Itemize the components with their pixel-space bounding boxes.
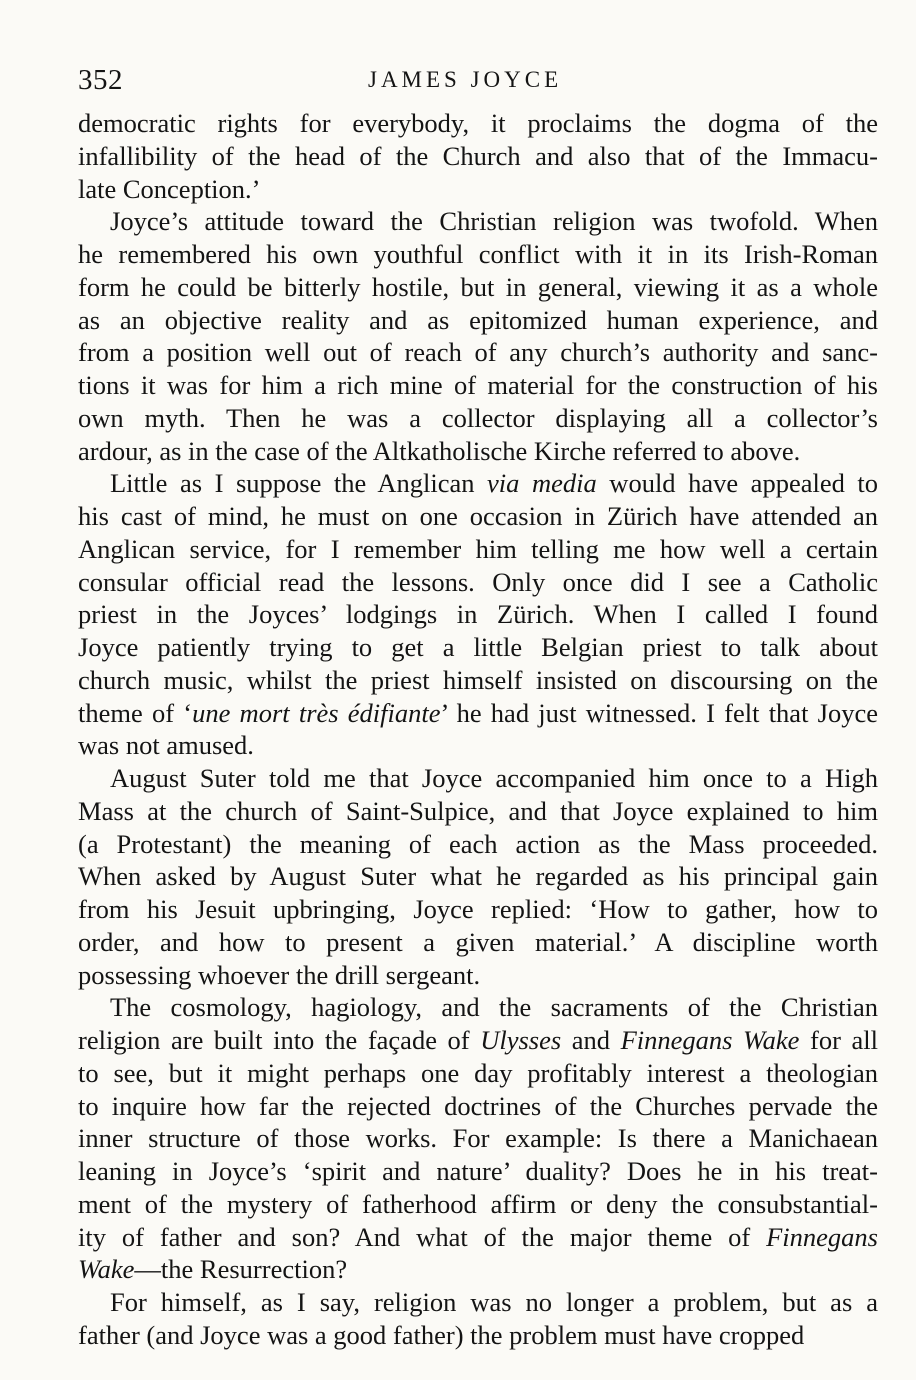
text-segment: theme of ‘ (78, 697, 193, 728)
text-line (78, 1286, 878, 1319)
text-segment: Mass at the church of Saint-Sulpice, and that Joyce explained to him (78, 795, 878, 826)
text-line (78, 1024, 878, 1057)
text-segment: priest in the Joyces’ lodgings in Zürich. When I called I found (78, 599, 878, 630)
text-line (78, 1319, 878, 1352)
text-line (78, 1188, 878, 1221)
text-segment: own myth. Then he was a collector displaying all a collector’s (78, 402, 878, 433)
running-title: JAMES JOYCE (368, 67, 563, 92)
text-line (78, 271, 878, 304)
text-line (78, 500, 878, 533)
text-segment: —the Resurrection? (134, 1254, 348, 1285)
text-line (78, 860, 878, 893)
text-line (78, 533, 878, 566)
text-line (78, 959, 878, 992)
text-line (78, 205, 878, 238)
text-line (78, 1221, 878, 1254)
text-line (78, 762, 878, 795)
text-segment: (a Protestant) the meaning of each action as the Mass proceeded. (78, 828, 878, 859)
text-line (78, 828, 878, 861)
text-line (78, 1057, 878, 1090)
text-segment: Anglican service, for I remember him telling me how well a certain (78, 533, 878, 564)
text-segment: to inquire how far the rejected doctrines of the Churches pervade the (78, 1090, 878, 1121)
text-segment: father (and Joyce was a good father) the problem must have cropped (78, 1319, 805, 1350)
text-line (78, 1122, 878, 1155)
text-segment: church music, whilst the priest himself insisted on discoursing on the (78, 664, 878, 695)
text-line (78, 336, 878, 369)
text-line (78, 795, 878, 828)
text-segment: religion are built into the façade of (78, 1025, 481, 1055)
italic-text: via media (487, 468, 597, 499)
body-text (78, 107, 878, 1352)
text-line (78, 1253, 878, 1286)
text-line (78, 697, 878, 730)
text-segment: ity of father and son? And what of the major theme of (78, 1221, 767, 1252)
text-segment: from a position well out of reach of any church’s authority and sanc- (78, 337, 878, 368)
text-segment: ardour, as in the case of the Altkatholische Kirche referred to above. (78, 435, 801, 466)
text-segment: his cast of mind, he must on one occasion in Zürich have attended an (78, 501, 878, 531)
italic-text: Finnegans (766, 1221, 878, 1252)
text-line (78, 107, 878, 140)
page-number: 352 (78, 64, 123, 96)
text-segment: infallibility of the head of the Church and also that of the Immacu- (78, 140, 878, 171)
text-line (78, 991, 878, 1024)
text-segment: inner structure of those works. For example: Is there a Manichaean (78, 1123, 878, 1154)
text-segment: The cosmology, hagiology, and the sacraments of the Christian (110, 992, 878, 1023)
text-segment: tions it was for him a rich mine of material for the construction of his (78, 370, 878, 400)
text-segment: Joyce patiently trying to get a little Belgian priest to talk about (78, 632, 878, 662)
text-line (78, 369, 878, 402)
text-segment: he remembered his own youthful conflict with it in its Irish-Roman (78, 239, 878, 269)
text-segment: was not amused. (78, 730, 254, 761)
text-segment: Little as I suppose the Anglican (110, 468, 488, 499)
text-segment: consular official read the lessons. Only once did I see a Catholic (78, 566, 878, 597)
text-segment: order, and how to present a given material.’ A discipline worth (78, 926, 878, 957)
italic-text: Ulysses (480, 1025, 562, 1055)
text-line (78, 729, 878, 762)
text-segment: ment of the mystery of fatherhood affirm or deny the consubstantial- (78, 1188, 878, 1219)
text-line (78, 631, 878, 664)
text-segment: Joyce’s attitude toward the Christian religion was twofold. When (110, 206, 878, 237)
text-segment: to see, but it might perhaps one day profitably interest a theologian (78, 1057, 878, 1088)
text-segment: form he could be bitterly hostile, but in general, viewing it as a whole (78, 271, 878, 302)
text-line (78, 304, 878, 337)
text-segment: leaning in Joyce’s ‘spirit and nature’ duality? Does he in his treat- (78, 1156, 878, 1186)
text-line (78, 435, 878, 468)
text-segment: For himself, as I say, religion was no longer a problem, but as a (110, 1287, 878, 1317)
text-line (78, 173, 878, 206)
text-line (78, 893, 878, 926)
italic-text: Finnegans Wake (620, 1025, 800, 1055)
text-line (78, 926, 878, 959)
text-segment: from his Jesuit upbringing, Joyce replied: ‘How to gather, how to (78, 894, 878, 924)
text-line (78, 238, 878, 271)
text-line (78, 402, 878, 435)
text-line (78, 566, 878, 599)
text-segment: When asked by August Suter what he regarded as his principal gain (78, 861, 878, 892)
italic-text: Wake (78, 1254, 135, 1285)
text-segment: for all (799, 1025, 878, 1055)
text-line (78, 140, 878, 173)
text-line (78, 467, 878, 500)
text-segment: late Conception.’ (78, 173, 261, 204)
text-segment: would have appealed to (596, 468, 879, 499)
text-segment: August Suter told me that Joyce accompanied him once to a High (110, 763, 878, 793)
text-line (78, 664, 878, 697)
text-segment: and (561, 1025, 621, 1055)
text-segment: ’ he had just witnessed. I felt that Joyce (440, 697, 878, 728)
text-segment: democratic rights for everybody, it proclaims the dogma of the (78, 108, 878, 138)
text-segment: possessing whoever the drill sergeant. (78, 959, 481, 990)
italic-text: une mort très édifiante (192, 697, 441, 728)
text-line (78, 1090, 878, 1123)
text-segment: as an objective reality and as epitomized human experience, and (78, 304, 878, 335)
text-line (78, 1155, 878, 1188)
text-line (78, 598, 878, 631)
